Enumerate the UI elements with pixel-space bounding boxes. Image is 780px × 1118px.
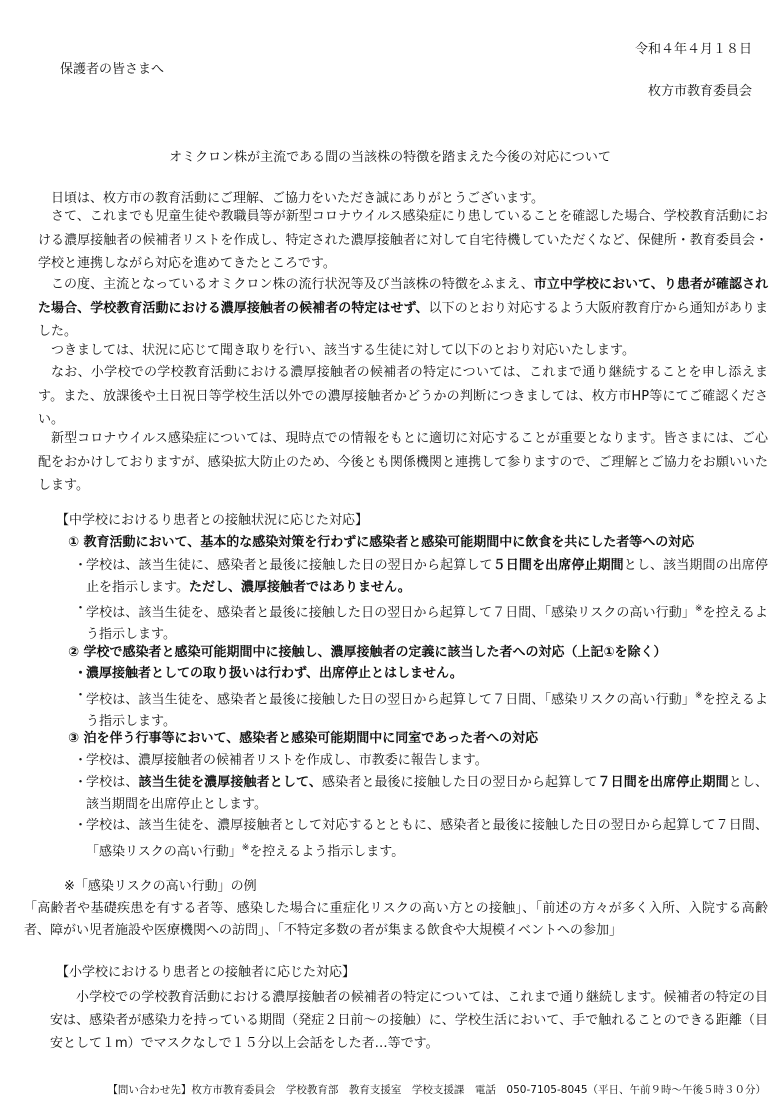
intro-paragraph-1: 日頃は、枚方市の教育活動にご理解、ご協力をいただき誠にありがとうございます。 xyxy=(51,191,544,206)
jhs-case-1-heading: ① 教育活動において、基本的な感染対策を行わずに感染者と感染可能期間中に飲食を共にした者等への対応 xyxy=(68,535,695,550)
jhs-case-2-heading: ② 学校で感染者と感染可能期間中に接触し、濃厚接触者の定義に該当した者への対応（上記①を除く） xyxy=(68,645,667,660)
es-section-body: 小学校での学校教育活動における濃厚接触者の候補者の特定については、これまで通り継続します。候補者の特定の目安は、感染者が感染力を持っている期間（発症２日前～の接触）に、学校生活において、手で触れることのできる距離（目安として１m）でマスクなしで１５分以上会話をした者…等です。 xyxy=(50,990,768,1051)
bullet: ・ xyxy=(74,753,88,768)
jhs-case-3-item-1: ・ 学校は、濃厚接触者の候補者リストを作成し、市教委に報告します。 xyxy=(86,750,768,772)
addressee: 保護者の皆さまへ xyxy=(60,62,165,77)
contact-footer: 【問い合わせ先】枚方市教育委員会 学校教育部 教育支援室 学校支援課 電話 050-7105-8045（平日、午前９時～午後５時３０分） xyxy=(107,1084,766,1096)
bullet: ・ xyxy=(74,558,88,573)
intro-paragraph-2: さて、これまでも児童生徒や教職員等が新型コロナウイルス感染症にり患していることを確認した場合、学校教育活動における濃厚接触者の候補者リストを作成し、特定された濃厚接触者に対して自宅待機していただくなど、保健所・教育委員会・学校と連携しながら対応を進めてきたところです。 xyxy=(38,209,768,271)
bullet: ・ xyxy=(74,775,88,790)
jhs-case-3-item-3: ・ 学校は、該当生徒を、濃厚接触者として対応するとともに、感染者と最後に接触した日の翌日から起算して７日間、「感染リスクの高い行動」※を控えるよう指示します。 xyxy=(86,815,768,863)
jhs-case-1-item-1: ・ 学校は、該当生徒に、感染者と最後に接触した日の翌日から起算して５日間を出席停止期間とし、該当期間の出席停止を指示します。ただし、濃厚接触者ではありません。 xyxy=(86,555,768,599)
bullet: ・ xyxy=(74,666,88,681)
jhs-case-2-item-1: ・ 濃厚接触者としての取り扱いは行わず、出席停止とはしません。 xyxy=(86,663,768,685)
intro-paragraph-5: なお、小学校での学校教育活動における濃厚接触者の候補者の特定については、これまで通り継続することを申し添えます。また、放課後や土日祝日等学校生活以外での濃厚接触者かどうかの判断につきましては、枚方市HP等にてご確認ください。 xyxy=(38,365,768,427)
document-title: オミクロン株が主流である間の当該株の特徴を踏まえた今後の対応について xyxy=(169,150,611,165)
intro-paragraph-6: 新型コロナウイルス感染症については、現時点での情報をもとに適切に対応することが重要となります。皆さまには、ご心配をおかけしておりますが、感染拡大防止のため、今後とも関係機関と連携して参りますので、ご理解とご協力をお願いいたします。 xyxy=(38,431,768,493)
jhs-case-2-item-2: ・ 学校は、該当生徒を、感染者と最後に接触した日の翌日から起算して７日間、「感染リスクの高い行動」※を控えるよう指示します。 xyxy=(86,685,768,733)
jhs-case-1-item-2: ・ 学校は、該当生徒を、感染者と最後に接触した日の翌日から起算して７日間、「感染リスクの高い行動」※を控えるよう指示します。 xyxy=(86,598,768,646)
note-heading: ※「感染リスクの高い行動」の例 xyxy=(64,879,257,894)
sender: 枚方市教育委員会 xyxy=(647,84,752,99)
es-section-heading: 【小学校におけるり患者との接触者に応じた対応】 xyxy=(56,965,356,980)
jhs-case-3-item-2: ・ 学校は、該当生徒を濃厚接触者として、感染者と最後に接触した日の翌日から起算して７日間を出席停止期間とし、該当期間を出席停止とします。 xyxy=(86,772,768,816)
intro-paragraph-4: つきましては、状況に応じて聞き取りを行い、該当する生徒に対して以下のとおり対応いたします。 xyxy=(51,343,635,358)
emphasis-text: 市立中学校において、り患者が確認された場合、学校教育活動における濃厚接触者の候補者の特定はせず、 xyxy=(38,277,768,316)
intro-paragraph-3: この度、主流となっているオミクロン株の流行状況等及び当該株の特徴をふまえ、市立中学校において、り患者が確認された場合、学校教育活動における濃厚接触者の候補者の特定はせず、以下のとおり対応するよう大阪府教育庁から通知がありました。 xyxy=(38,277,768,339)
document-date: 令和４年４月１８日 xyxy=(634,42,752,57)
bullet: ・ xyxy=(74,818,88,833)
jhs-section-heading: 【中学校におけるり患者との接触状況に応じた対応】 xyxy=(56,513,369,528)
note-body: 「高齢者や基礎疾患を有する者等、感染した場合に重症化リスクの高い方との接触」、「前述の方々が多く入所、入院する高齢者、障がい児者施設や医療機関への訪問」、「不特定多数の者が集まる飲食や大規模イベントへの参加」 xyxy=(24,901,768,938)
bullet: ・ xyxy=(74,601,88,616)
jhs-case-3-heading: ③ 泊を伴う行事等において、感染者と感染可能期間中に同室であった者への対応 xyxy=(68,731,539,746)
bullet: ・ xyxy=(74,688,88,703)
